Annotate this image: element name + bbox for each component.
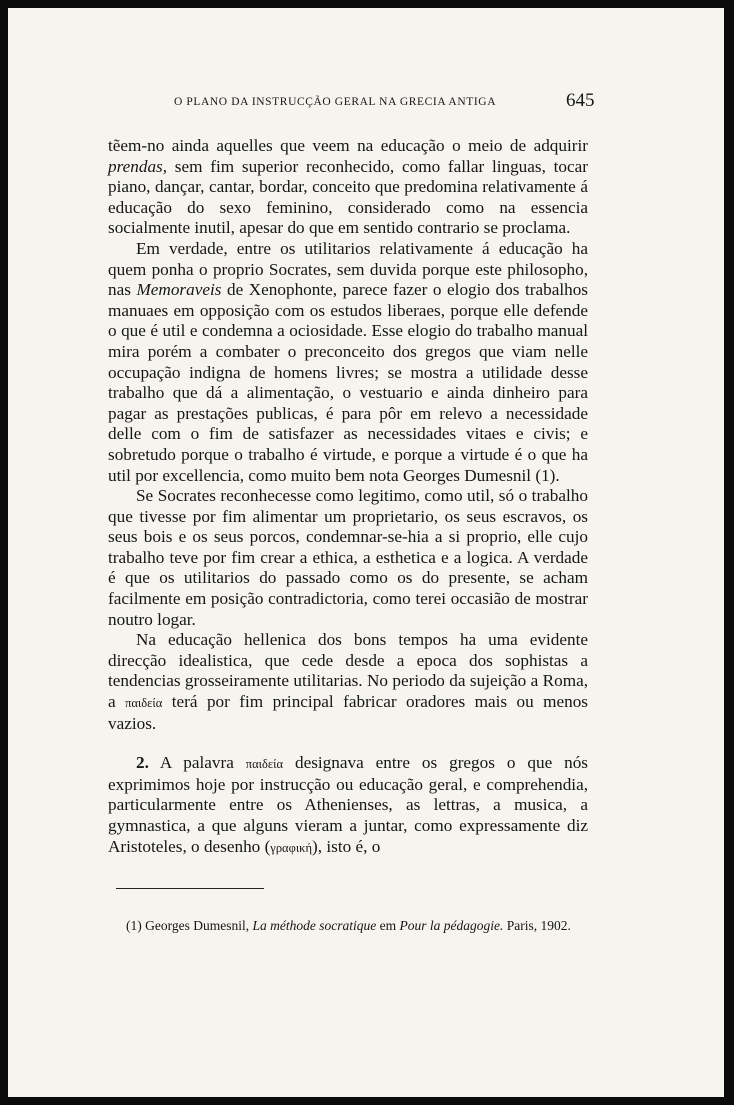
section-2-paragraph: 2. A palavra παιδεία designava entre os gregos o que nós exprimimos hoje por instrucção ou educação geral, e comprehendia, particularmente entre os Athenienses, as lettras, a musica, a gymnastica, a que alguns vieram a juntar, como expressamente diz Aristoteles, o desenho (γραφική), isto é, o [108, 753, 588, 856]
running-title: O PLANO DA INSTRUCÇÃO GERAL NA GRECIA ANTIGA [174, 96, 497, 108]
footnote: (1) Georges Dumesnil, La méthode socratique em Pour la pédagogie. Paris, 1902. [126, 918, 571, 933]
paragraph-4: Na educação hellenica dos bons tempos ha uma evidente direcção idealistica, que cede desde a epoca dos sophistas a tendencias grosseiramente utilitarias. No periodo da sujeição a Roma, a παιδεία terá por fim principal fabricar oradores mais ou menos vazios. [108, 630, 588, 733]
paragraph-2: Em verdade, entre os utilitarios relativamente á educação ha quem ponha o proprio Socrates, sem duvida porque este philosopho, nas Memoraveis de Xenophonte, parece fazer o elogio dos trabalhos manuaes em opposição com os estudos liberaes, porque elle defende o que é util e condemna a ociosidade. Esse elogio do trabalho manual mira porém a combater o preconceito dos gregos que viam nelle occupação indigna de homens livres; se mostra a utilidade desse trabalho que dá a alimentação, o vestuario e ainda dinheiro para pagar as prestações publicas, é para pôr em relevo a necessidade delle com o fim de satisfazer as necessidades vitaes e civis; e sobretudo porque o trabalho é virtude, e porque a virtude é o que ha util por excellencia, como muito bem nota Georges Dumesnil (1). [108, 238, 588, 485]
book-page [8, 8, 724, 1097]
page-number: 645 [566, 90, 595, 111]
paragraph-3: Se Socrates reconhecesse como legitimo, como util, só o trabalho que tivesse por fim alimentar um proprietario, os seus escravos, os seus bois e os seus porcos, condemnar-se-hia a si proprio, elle cujo trabalho teve por fim crear a ethica, a esthetica e a logica. A verdade é que os utilitarios do passado como os do presente, se acham facilmente em posição contradictoria, como terei occasião de mostrar noutro logar. [108, 486, 588, 629]
section-number: 2. [136, 753, 149, 773]
footnote-rule [116, 888, 264, 889]
paragraph-1: tẽem-no ainda aquelles que veem na educação o meio de adquirir prendas, sem fim superior reconhecido, como fallar linguas, tocar piano, dançar, cantar, bordar, conceito que predomina relativamente á educação do sexo feminino, considerado como na essencia socialmente inutil, apesar do que em sentido contrario se proclama. [108, 136, 588, 238]
body-text [108, 136, 588, 858]
